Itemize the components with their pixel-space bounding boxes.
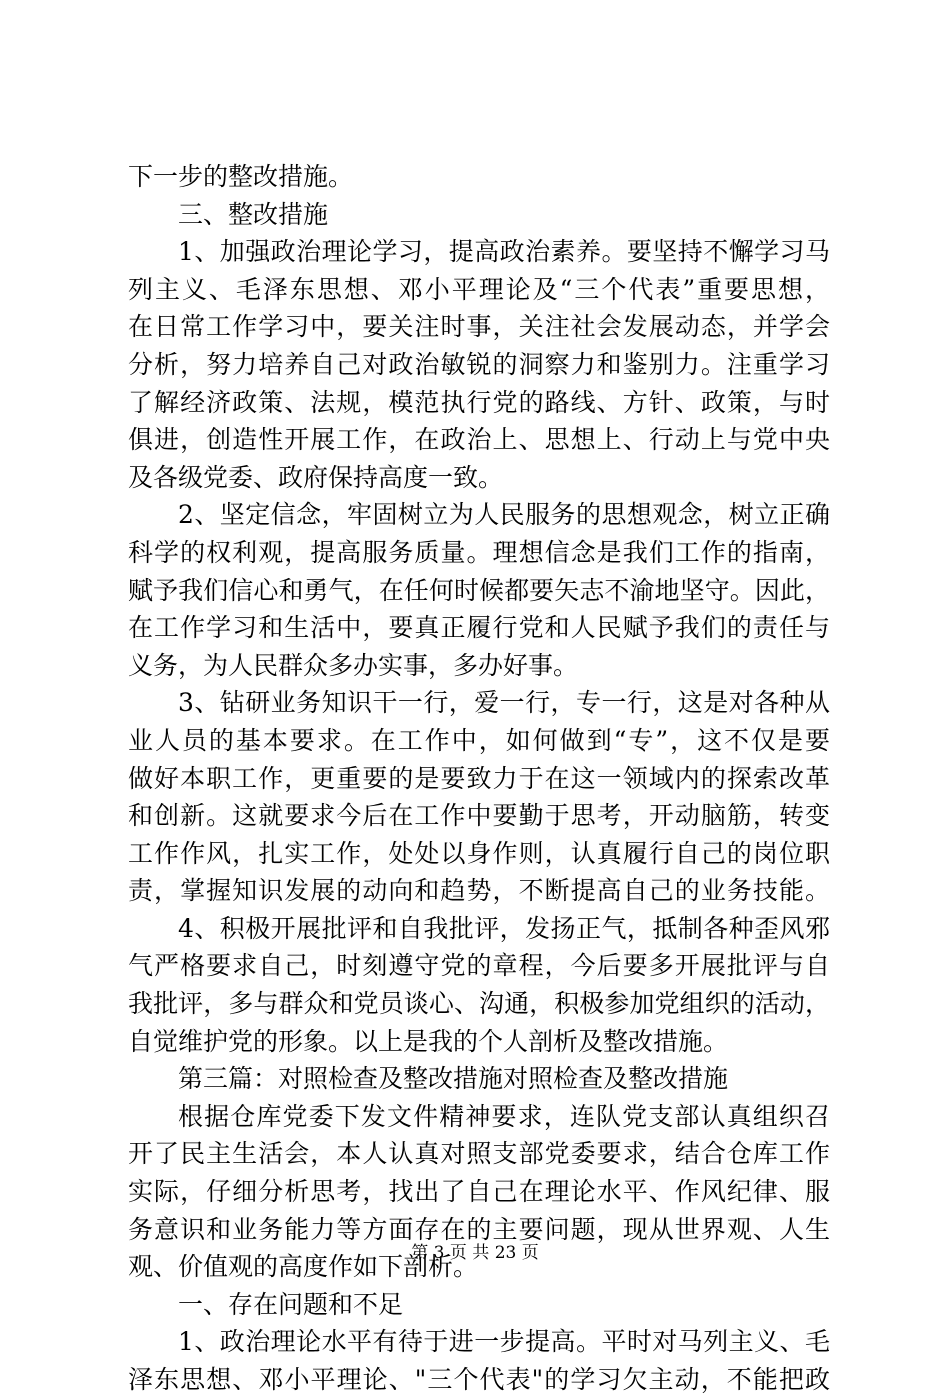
text-line: 泽东思想、邓小平理论、"三个代表"的学习欠主动，不能把政 [128,1365,830,1394]
text-line: 赋予我们信心和勇气，在任何时候都要矢志不渝地坚守。因此， [128,575,830,605]
text-line: 一、存在问题和不足 [178,1289,404,1319]
text-line: 2、坚定信念，牢固树立为人民服务的思想观念，树立正确 [178,500,830,530]
text-line: 做好本职工作，更重要的是要致力于在这一领域内的探索改革 [128,763,830,793]
text-line: 科学的权利观，提高服务质量。理想信念是我们工作的指南， [128,537,830,567]
text-line: 1、政治理论水平有待于进一步提高。平时对马列主义、毛 [178,1327,830,1357]
text-line: 列主义、毛泽东思想、邓小平理论及“三个代表”重要思想， [128,274,830,304]
text-line: 4、积极开展批评和自我批评，发扬正气，抵制各种歪风邪 [178,913,830,943]
text-line: 3、钻研业务知识干一行，爱一行，专一行，这是对各种从 [178,688,830,718]
text-line: 义务，为人民群众多办实事，多办好事。 [128,650,579,680]
text-line: 自觉维护党的形象。以上是我的个人剖析及整改措施。 [128,1026,729,1056]
text-line: 气严格要求自己，时刻遵守党的章程，今后要多开展批评与自 [128,951,830,981]
text-line: 和创新。这就要求今后在工作中要勤于思考，开动脑筋，转变 [128,801,830,831]
text-line: 实际，仔细分析思考，找出了自己在理论水平、作风纪律、服 [128,1177,830,1207]
text-line: 业人员的基本要求。在工作中，如何做到“专”，这不仅是要 [128,725,830,755]
text-line: 分析，努力培养自己对政治敏锐的洞察力和鉴别力。注重学习 [128,349,830,379]
text-line: 1、加强政治理论学习，提高政治素养。要坚持不懈学习马 [178,237,830,267]
text-line: 在日常工作学习中，要关注时事，关注社会发展动态，并学会 [128,312,830,342]
text-line: 俱进，创造性开展工作，在政治上、思想上、行动上与党中央 [128,425,830,455]
text-line: 观、价值观的高度作如下剖析。 [128,1252,479,1282]
text-line: 根据仓库党委下发文件精神要求，连队党支部认真组织召 [178,1101,830,1131]
text-line: 三、整改措施 [178,199,329,229]
text-line: 了解经济政策、法规，模范执行党的路线、方针、政策，与时 [128,387,830,417]
text-line: 第三篇：对照检查及整改措施对照检查及整改措施 [178,1064,729,1094]
text-line: 在工作学习和生活中，要真正履行党和人民赋予我们的责任与 [128,613,830,643]
text-line: 务意识和业务能力等方面存在的主要问题，现从世界观、人生 [128,1214,830,1244]
text-line: 我批评，多与群众和党员谈心、沟通，积极参加党组织的活动， [128,989,830,1019]
page-footer: 第 3 页 共 23 页 [411,1243,539,1263]
text-line: 及各级党委、政府保持高度一致。 [128,462,504,492]
text-line: 开了民主生活会，本人认真对照支部党委要求，结合仓库工作 [128,1139,830,1169]
text-line: 下一步的整改措施。 [128,162,354,191]
text-line: 工作作风，扎实工作，处处以身作则，认真履行自己的岗位职 [128,838,830,868]
text-line: 责，掌握知识发展的动向和趋势，不断提高自己的业务技能。 [128,876,830,906]
document-body [128,158,830,1399]
